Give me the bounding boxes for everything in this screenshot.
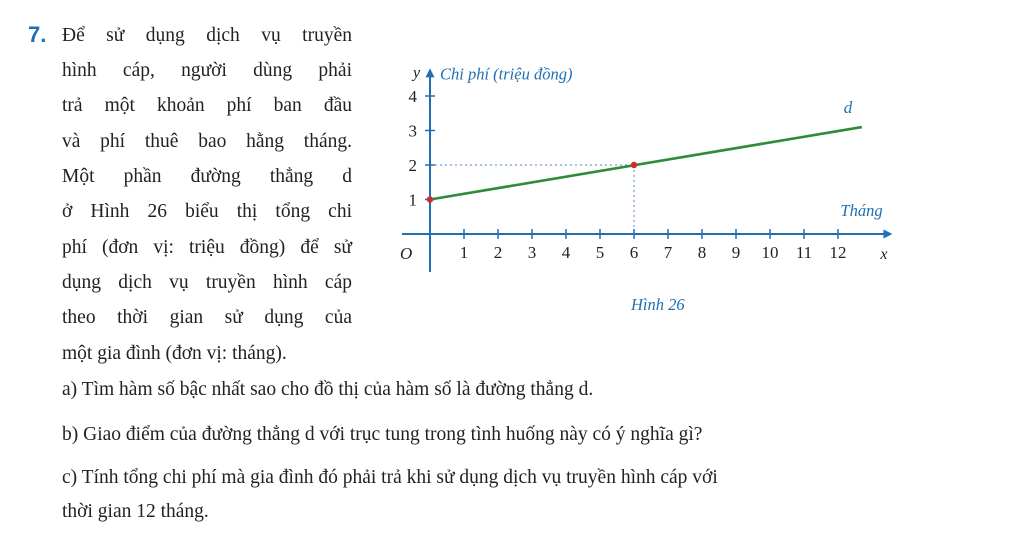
x-tick-label: 9 — [731, 243, 741, 262]
intro-line: Để sử dụng dịch vụ truyền — [62, 25, 352, 46]
question-a: a) Tìm hàm số bậc nhất sao cho đồ thị của hàm số là đường thẳng d. — [62, 379, 594, 400]
highlight-point — [631, 162, 637, 168]
question-b: b) Giao điểm của đường thẳng d với trục tung trong tình huống này có ý nghĩa gì? — [62, 424, 703, 445]
y-axis-title: Chi phí (triệu đồng) — [440, 64, 573, 84]
intro-line: và phí thuê bao hằng tháng. — [62, 131, 352, 152]
y-tick-label: 3 — [408, 121, 417, 141]
x-tick-label: 11 — [795, 243, 813, 262]
y-axis-arrow-icon — [426, 68, 435, 77]
intro-line: một gia đình (đơn vị: tháng). — [62, 343, 287, 364]
y-axis-letter: y — [413, 64, 421, 82]
intro-line: hình cáp, người dùng phải — [62, 60, 352, 81]
x-tick-label: 5 — [595, 243, 605, 262]
intro-line: trả một khoản phí ban đầu — [62, 95, 352, 116]
problem-number: 7. — [28, 22, 47, 47]
x-tick-label: 1 — [459, 243, 469, 262]
y-tick-label: 1 — [408, 190, 417, 210]
x-axis-letter: x — [880, 246, 888, 263]
intro-line: theo thời gian sử dụng của — [62, 307, 352, 328]
highlight-point — [427, 196, 433, 202]
x-tick-label: 3 — [527, 243, 537, 262]
origin-label: O — [400, 244, 413, 263]
intro-line: Một phần đường thẳng d — [62, 166, 352, 187]
x-tick-label: 6 — [629, 243, 639, 262]
intro-line: ở Hình 26 biểu thị tổng chi — [62, 201, 352, 222]
intro-line: phí (đơn vị: triệu đồng) để sử — [62, 237, 352, 258]
y-tick-label: 4 — [408, 87, 417, 106]
x-tick-label: 8 — [697, 243, 707, 262]
figure-caption: Hình 26 — [630, 295, 685, 314]
intro-line: dụng dịch vụ truyền hình cáp — [62, 272, 352, 293]
x-tick-label: 2 — [493, 243, 503, 262]
question-c-continued: thời gian 12 tháng. — [62, 501, 209, 522]
x-tick-label: 4 — [561, 243, 571, 262]
line-d — [430, 127, 862, 199]
line-d-label: d — [843, 98, 853, 118]
x-tick-label: 10 — [761, 243, 779, 262]
figure-26-graph — [390, 35, 910, 320]
x-tick-label: 12 — [829, 243, 847, 262]
x-tick-label: 7 — [663, 243, 673, 262]
y-tick-label: 2 — [408, 156, 417, 175]
question-c: c) Tính tổng chi phí mà gia đình đó phải trả khi sử dụng dịch vụ truyền hình cáp với — [62, 467, 718, 488]
x-axis-title: Tháng — [840, 201, 883, 220]
x-axis-arrow-icon — [883, 230, 892, 239]
